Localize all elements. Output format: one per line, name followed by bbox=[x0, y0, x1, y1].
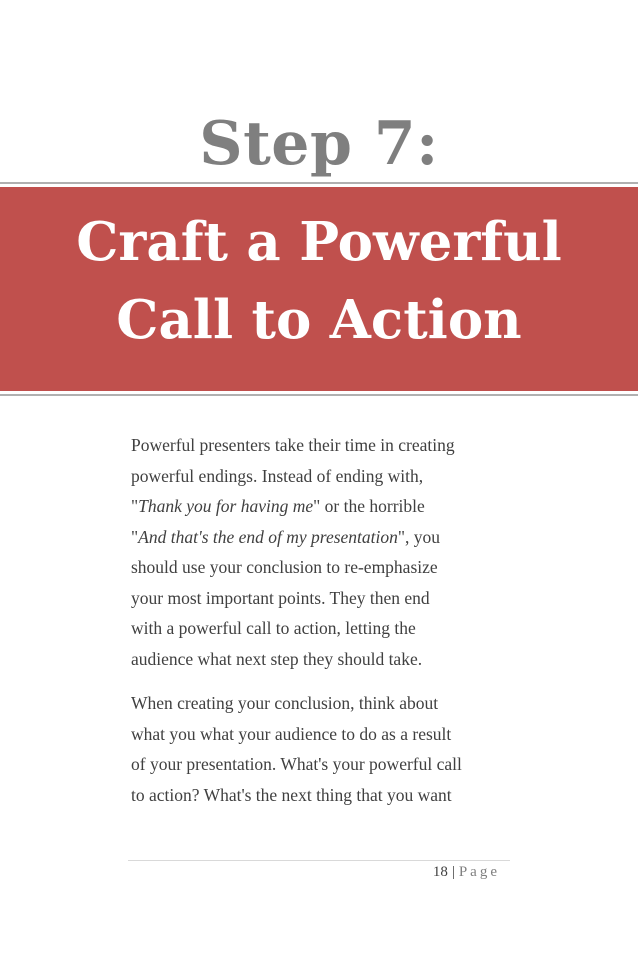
chapter-title bbox=[0, 203, 638, 359]
line-text: " or the horrible bbox=[313, 496, 425, 516]
paragraph-2 bbox=[131, 688, 531, 810]
page-footer bbox=[300, 864, 500, 881]
quote-mark: " bbox=[131, 526, 139, 547]
paragraph-line bbox=[131, 491, 531, 522]
paragraph-line: When creating your conclusion, think about bbox=[131, 693, 439, 713]
step-heading: Step 7: bbox=[199, 109, 439, 179]
quote-mark: " bbox=[131, 496, 139, 516]
banner-top-rule bbox=[0, 182, 638, 184]
paragraph-1 bbox=[131, 430, 531, 674]
paragraph-line: audience what next step they should take. bbox=[131, 648, 423, 669]
italic-quote: Thank you for having me bbox=[138, 496, 314, 516]
paragraph-line: what you what your audience to do as a result bbox=[131, 723, 452, 744]
paragraph-line: with a powerful call to action, letting the bbox=[131, 618, 416, 638]
paragraph-line: Powerful presenters take their time in creating bbox=[131, 435, 455, 455]
italic-quote: And that's the end of my presentation bbox=[138, 526, 398, 547]
page-number: 18 bbox=[432, 864, 448, 880]
footer-rule bbox=[128, 860, 510, 861]
chapter-title-line-2: Call to Action bbox=[116, 289, 522, 351]
paragraph-line: to action? What's the next thing that you want bbox=[131, 784, 452, 805]
chapter-title-line-1: Craft a Powerful bbox=[76, 211, 562, 273]
paragraph-line bbox=[131, 522, 531, 553]
paragraph-line: your most important points. They then end bbox=[131, 587, 430, 608]
body-text bbox=[131, 430, 531, 824]
line-text: ", you bbox=[397, 526, 441, 547]
paragraph-line: of your presentation. What's your powerful call bbox=[131, 754, 462, 774]
banner-bottom-rule bbox=[0, 394, 638, 396]
page-label: Page bbox=[458, 864, 500, 880]
paragraph-line: should use your conclusion to re-emphasize bbox=[131, 557, 438, 577]
footer-separator: | bbox=[451, 864, 455, 880]
paragraph-line: powerful endings. Instead of ending with, bbox=[131, 465, 424, 486]
